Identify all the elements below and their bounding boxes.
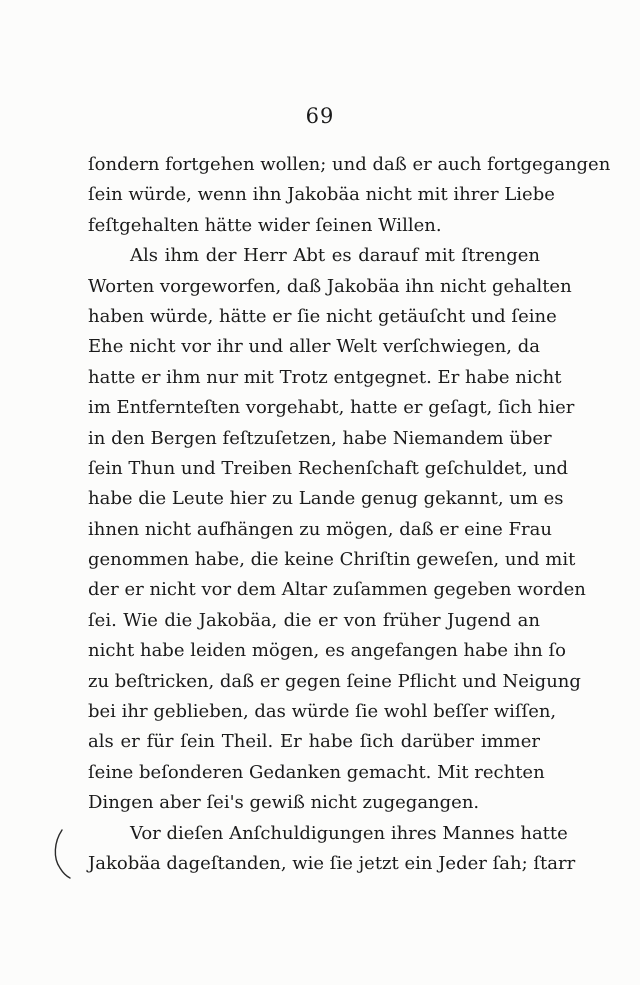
text-line: Als ihm der Herr Abt es darauf mit ſtrengen xyxy=(130,245,540,267)
paragraph xyxy=(88,241,586,818)
text-line: genommen habe, die keine Chriſtin geweſen, und mit xyxy=(88,549,576,571)
text-line: habe die Leute hier zu Lande genug gekannt, um es xyxy=(88,488,564,510)
body-text xyxy=(88,150,611,879)
text-line: als er für ſein Theil. Er habe ſich darüber immer xyxy=(88,731,540,753)
page-number: 69 xyxy=(305,104,335,128)
text-line: ſei. Wie die Jakobäa, die er von früher Jugend an xyxy=(88,609,540,631)
text-line: Worten vorgeworfen, daß Jakobäa ihn nicht gehalten xyxy=(88,275,572,297)
text-line: ſein würde, wenn ihn Jakobäa nicht mit ihrer Liebe xyxy=(88,184,555,206)
text-line: Ehe nicht vor ihr und aller Welt verſchwiegen, da xyxy=(88,336,540,358)
text-line: ihnen nicht aufhängen zu mögen, daß er eine Frau xyxy=(88,518,552,540)
text-line: zu beſtricken, daß er gegen ſeine Pflicht und Neigung xyxy=(88,670,581,692)
text-line: der er nicht vor dem Altar zuſammen gegeben worden xyxy=(88,579,586,601)
text-line: in den Bergen feſtzuſetzen, habe Niemandem über xyxy=(88,427,552,449)
text-line: nicht habe leiden mögen, es angefangen habe ihn ſo xyxy=(88,640,566,662)
paragraph xyxy=(88,819,576,880)
text-line: haben würde, hätte er ſie nicht getäuſcht und ſeine xyxy=(88,305,557,327)
text-line: ſein Thun und Treiben Rechenſchaft geſchuldet, und xyxy=(88,457,569,479)
text-line: ſondern fortgehen wollen; und daß er auch fortgegangen xyxy=(88,154,611,175)
pencil-mark-icon xyxy=(52,828,74,880)
text-line: Vor dieſen Anſchuldigungen ihres Mannes hatte xyxy=(130,822,568,844)
text-line: ſeine beſonderen Gedanken gemacht. Mit rechten xyxy=(88,761,545,783)
paragraph xyxy=(88,150,611,241)
text-line: Jakobäa dageſtanden, wie ſie jetzt ein Jeder ſah; ſtarr xyxy=(88,852,576,874)
text-line: im Entfernteſten vorgehabt, hatte er geſagt, ſich hier xyxy=(88,397,575,419)
text-line: Dingen aber ſei's gewiß nicht zugegangen. xyxy=(88,792,480,814)
text-line: bei ihr geblieben, das würde ſie wohl beſſer wiſſen, xyxy=(88,701,557,723)
text-line: hatte er ihm nur mit Trotz entgegnet. Er habe nicht xyxy=(88,366,562,388)
text-line: feſtgehalten hätte wider ſeinen Willen. xyxy=(88,214,442,236)
